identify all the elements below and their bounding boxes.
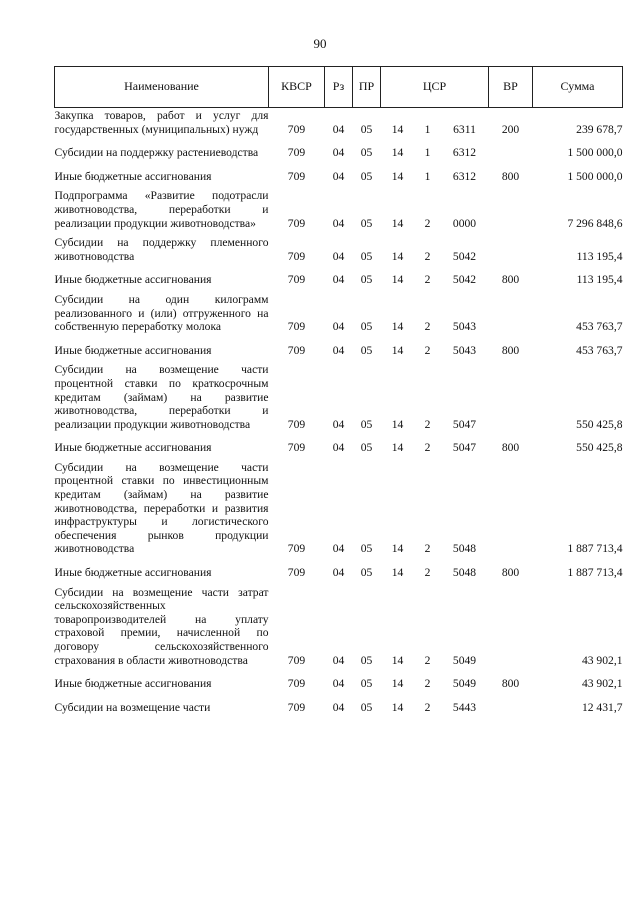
cell-kvsr: 709 [287, 216, 306, 230]
cell-csr-subprogram: 2 [424, 700, 431, 714]
cell-name: Субсидии на поддержку племенного животноводства [54, 236, 269, 263]
cell-vr: 800 [501, 441, 520, 455]
cell-csr-code: 5048 [452, 542, 477, 556]
cell-csr-program: 14 [391, 653, 404, 667]
header-sum: Сумма [533, 67, 623, 108]
cell-kvsr: 709 [287, 653, 306, 667]
table-body [55, 108, 623, 720]
cell-csr-program: 14 [391, 216, 404, 230]
cell-pr: 05 [360, 169, 373, 183]
cell-csr-program: 14 [391, 417, 404, 431]
table-row [55, 672, 623, 696]
cell-rz: 04 [332, 122, 345, 136]
cell-vr: 800 [501, 343, 520, 357]
cell-pr: 05 [360, 700, 373, 714]
cell-pr: 05 [360, 417, 373, 431]
cell-sum: 239 678,7 [576, 122, 623, 136]
cell-csr-subprogram: 2 [424, 417, 431, 431]
cell-csr-subprogram: 2 [424, 343, 431, 357]
cell-csr-subprogram: 2 [424, 216, 431, 230]
cell-name: Субсидии на возмещение части процентной ставки по краткосрочным кредитам (займам) на развитие животноводства, переработки и реализации продукции животноводства [54, 363, 269, 431]
table-row [55, 561, 623, 585]
cell-vr [489, 460, 533, 561]
table-row [55, 362, 623, 436]
cell-csr-code: 5047 [452, 417, 477, 431]
table-row [55, 141, 623, 165]
cell-csr-code: 5047 [452, 441, 477, 455]
cell-pr: 05 [360, 343, 373, 357]
cell-csr-subprogram: 2 [424, 542, 431, 556]
cell-csr-program: 14 [391, 566, 404, 580]
cell-name: Иные бюджетные ассигнования [54, 566, 212, 580]
cell-pr: 05 [360, 146, 373, 160]
cell-rz: 04 [332, 566, 345, 580]
cell-name: Закупка товаров, работ и услуг для государственных (муниципальных) нужд [54, 109, 269, 136]
cell-rz: 04 [332, 417, 345, 431]
cell-vr: 800 [501, 169, 520, 183]
cell-rz: 04 [332, 249, 345, 263]
cell-csr-code: 5443 [452, 700, 477, 714]
cell-vr [489, 141, 533, 165]
cell-csr-program: 14 [391, 441, 404, 455]
cell-sum: 453 763,7 [576, 343, 623, 357]
cell-kvsr: 709 [287, 441, 306, 455]
cell-kvsr: 709 [287, 122, 306, 136]
cell-csr-subprogram: 2 [424, 249, 431, 263]
cell-sum: 43 902,1 [581, 677, 623, 691]
table-row [55, 235, 623, 268]
table-row [55, 165, 623, 189]
cell-rz: 04 [332, 320, 345, 334]
cell-pr: 05 [360, 542, 373, 556]
cell-sum: 113 195,4 [576, 273, 623, 287]
header-kvsr: КВСР [269, 67, 325, 108]
table-row [55, 436, 623, 460]
cell-csr-program: 14 [391, 343, 404, 357]
header-rz: Рз [325, 67, 353, 108]
cell-sum: 1 887 713,4 [567, 566, 623, 580]
table-row [55, 108, 623, 142]
table-row [55, 696, 623, 720]
cell-sum: 1 500 000,0 [567, 146, 623, 160]
cell-pr: 05 [360, 273, 373, 287]
header-pr: ПР [353, 67, 381, 108]
page-number: 90 [313, 36, 327, 51]
cell-sum: 453 763,7 [576, 320, 623, 334]
cell-rz: 04 [332, 146, 345, 160]
cell-pr: 05 [360, 249, 373, 263]
cell-kvsr: 709 [287, 273, 306, 287]
cell-name: Иные бюджетные ассигнования [54, 169, 212, 183]
cell-csr-program: 14 [391, 146, 404, 160]
cell-rz: 04 [332, 273, 345, 287]
cell-kvsr: 709 [287, 169, 306, 183]
cell-rz: 04 [332, 542, 345, 556]
cell-sum: 1 500 000,0 [567, 169, 623, 183]
cell-sum: 550 425,8 [576, 417, 623, 431]
cell-name: Иные бюджетные ассигнования [54, 441, 212, 455]
cell-rz: 04 [332, 216, 345, 230]
cell-name: Субсидии на один килограмм реализованного и (или) отгруженного на собственную переработку молока [54, 292, 269, 334]
cell-name: Подпрограмма «Развитие подотрасли животноводства, переработки и реализации продукции животноводства» [54, 189, 269, 230]
cell-name: Иные бюджетные ассигнования [54, 343, 212, 357]
budget-table [54, 66, 623, 719]
cell-vr [489, 362, 533, 436]
table-row [55, 188, 623, 235]
cell-vr [489, 696, 533, 720]
cell-sum: 113 195,4 [576, 249, 623, 263]
cell-pr: 05 [360, 216, 373, 230]
header-row [55, 67, 623, 108]
cell-vr: 800 [501, 273, 520, 287]
cell-kvsr: 709 [287, 700, 306, 714]
cell-csr-code: 6311 [453, 122, 476, 136]
cell-name: Иные бюджетные ассигнования [54, 677, 212, 691]
cell-csr-program: 14 [391, 542, 404, 556]
cell-rz: 04 [332, 169, 345, 183]
cell-pr: 05 [360, 441, 373, 455]
cell-rz: 04 [332, 441, 345, 455]
cell-csr-code: 5048 [452, 566, 477, 580]
cell-csr-code: 5043 [452, 343, 477, 357]
cell-csr-program: 14 [391, 273, 404, 287]
cell-csr-subprogram: 2 [424, 441, 431, 455]
cell-sum: 43 902,1 [581, 653, 623, 667]
cell-name: Субсидии на поддержку растениеводства [54, 146, 259, 160]
cell-csr-program: 14 [391, 320, 404, 334]
cell-csr-code: 5042 [452, 273, 477, 287]
cell-rz: 04 [332, 653, 345, 667]
cell-csr-subprogram: 1 [424, 146, 431, 160]
table-row [55, 339, 623, 363]
header-csr: ЦСР [381, 67, 489, 108]
cell-csr-code: 5042 [452, 249, 477, 263]
cell-csr-program: 14 [391, 700, 404, 714]
cell-csr-subprogram: 2 [424, 320, 431, 334]
header-vr: ВР [489, 67, 533, 108]
cell-kvsr: 709 [287, 566, 306, 580]
cell-name: Иные бюджетные ассигнования [54, 273, 212, 287]
cell-csr-program: 14 [391, 249, 404, 263]
cell-vr [489, 585, 533, 673]
cell-kvsr: 709 [287, 343, 306, 357]
cell-csr-subprogram: 2 [424, 566, 431, 580]
cell-vr: 800 [501, 677, 520, 691]
cell-sum: 1 887 713,4 [567, 542, 623, 556]
cell-kvsr: 709 [287, 417, 306, 431]
table-row [55, 460, 623, 561]
cell-pr: 05 [360, 677, 373, 691]
table-row [55, 292, 623, 339]
cell-sum: 550 425,8 [576, 441, 623, 455]
cell-csr-code: 5049 [452, 677, 477, 691]
cell-name: Субсидии на возмещение части затрат сельскохозяйственных товаропроизводителей на уплату страховой премии, начисленной по договору сельскохозяйственного страхования в области животноводства [54, 585, 269, 667]
cell-kvsr: 709 [287, 542, 306, 556]
cell-csr-code: 6312 [452, 146, 477, 160]
cell-rz: 04 [332, 677, 345, 691]
cell-sum: 7 296 848,6 [567, 216, 623, 230]
cell-kvsr: 709 [287, 146, 306, 160]
cell-vr: 800 [501, 566, 520, 580]
cell-kvsr: 709 [287, 677, 306, 691]
cell-csr-subprogram: 1 [424, 122, 431, 136]
header-name: Наименование [55, 67, 269, 108]
cell-vr [489, 292, 533, 339]
cell-csr-subprogram: 2 [424, 273, 431, 287]
cell-kvsr: 709 [287, 249, 306, 263]
cell-name: Субсидии на возмещение части [54, 700, 211, 714]
cell-name: Субсидии на возмещение части процентной ставки по инвестиционным кредитам (займам) на развитие животноводства, переработки и развития инфраструктуры и логистического обеспечения рынков продукции животноводства [54, 460, 269, 556]
cell-csr-code: 6312 [452, 169, 477, 183]
cell-csr-subprogram: 2 [424, 653, 431, 667]
cell-csr-program: 14 [391, 169, 404, 183]
cell-csr-code: 0000 [452, 216, 477, 230]
cell-csr-subprogram: 1 [424, 169, 431, 183]
table-row [55, 268, 623, 292]
cell-csr-subprogram: 2 [424, 677, 431, 691]
cell-pr: 05 [360, 566, 373, 580]
cell-csr-code: 5049 [452, 653, 477, 667]
cell-pr: 05 [360, 320, 373, 334]
cell-kvsr: 709 [287, 320, 306, 334]
cell-pr: 05 [360, 653, 373, 667]
cell-rz: 04 [332, 343, 345, 357]
cell-csr-program: 14 [391, 122, 404, 136]
cell-csr-code: 5043 [452, 320, 477, 334]
cell-rz: 04 [332, 700, 345, 714]
table-row [55, 585, 623, 673]
cell-vr [489, 188, 533, 235]
cell-vr: 200 [501, 122, 520, 136]
cell-pr: 05 [360, 122, 373, 136]
cell-csr-program: 14 [391, 677, 404, 691]
cell-sum: 12 431,7 [581, 700, 623, 714]
cell-vr [489, 235, 533, 268]
